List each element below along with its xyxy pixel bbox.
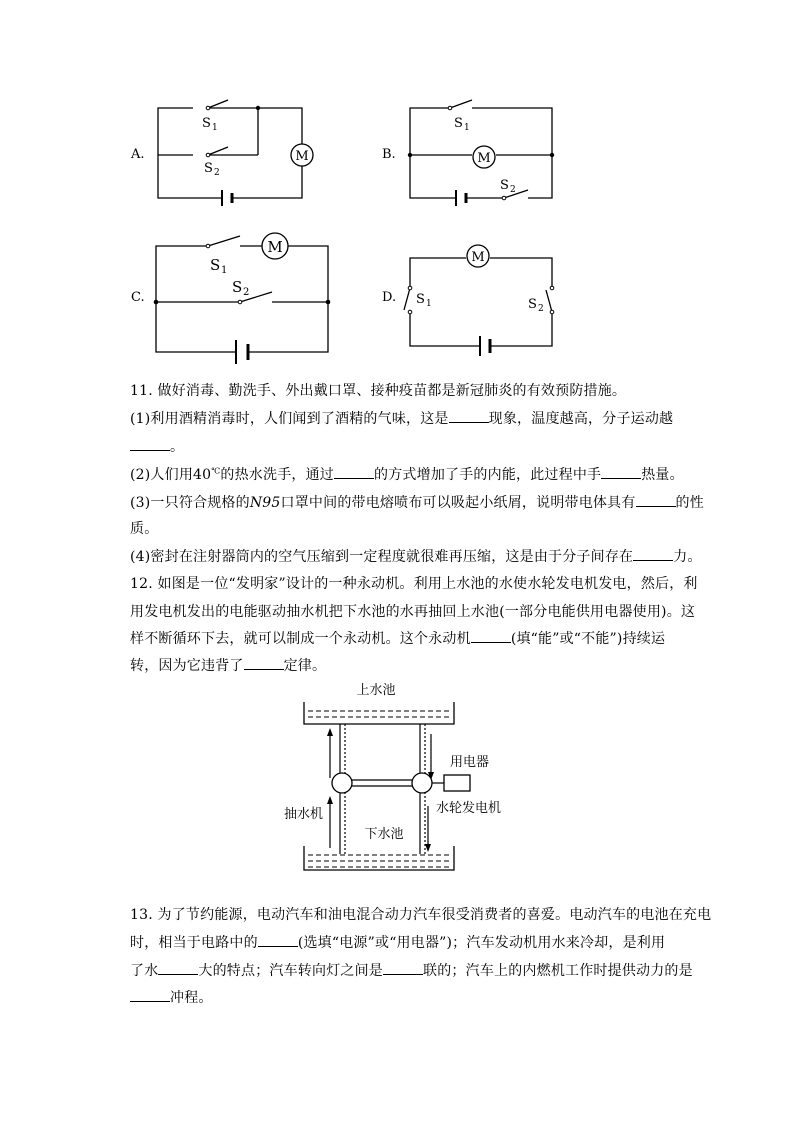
q12-line1: 12. 如图是一位“发明家”设计的一种永动机。利用上水池的水使水轮发电机发电，然后，利 (130, 576, 698, 592)
answer-blank[interactable] (471, 630, 511, 643)
answer-blank[interactable] (383, 962, 423, 975)
svg-text:S: S (454, 116, 463, 131)
answer-blank[interactable] (130, 989, 170, 1002)
answer-blank[interactable] (130, 438, 170, 451)
q13-line2: 时，相当于电路中的 (选填“电源”或“用电器”)；汽车发动机用水来冷却，是利用 (130, 935, 666, 951)
generator-icon (412, 773, 432, 793)
circuit-d (404, 240, 564, 360)
svg-text:1: 1 (426, 299, 432, 309)
q11-part3-cont: 质。 (130, 521, 159, 537)
answer-blank[interactable] (158, 962, 198, 975)
svg-text:M: M (295, 149, 309, 164)
answer-blank[interactable] (636, 494, 676, 507)
option-d-label: D. (382, 290, 397, 305)
answer-blank[interactable] (601, 466, 641, 479)
answer-blank[interactable] (244, 657, 284, 670)
svg-text:1: 1 (464, 123, 470, 133)
q13-line4: 冲程。 (130, 987, 213, 1007)
option-a-label: A. (131, 147, 145, 162)
circuit-b (404, 100, 564, 210)
svg-text:S: S (416, 292, 425, 307)
answer-blank[interactable] (633, 548, 673, 561)
answer-blank[interactable] (449, 410, 489, 423)
svg-text:1: 1 (212, 123, 218, 133)
svg-text:1: 1 (221, 265, 228, 276)
q12-line4: 转，因为它违背了 定律。 (130, 658, 327, 674)
q11-part3: (3)一只符合规格的N95口罩中间的带电熔喷布可以吸起小纸屑，说明带电体具有 的性 (130, 495, 704, 511)
lower-pool-label: 下水池 (364, 827, 404, 842)
svg-text:2: 2 (538, 304, 544, 314)
svg-text:S: S (232, 278, 243, 296)
answer-blank[interactable] (258, 934, 298, 947)
q11-part1: (1)利用酒精消毒时，人们闻到了酒精的气味，这是 现象，温度越高，分子运动越 (130, 411, 674, 427)
q12-line3: 样不断循环下去，就可以制成一个永动机。这个永动机 (填“能”或“不能”)持续运 (130, 631, 666, 647)
svg-text:2: 2 (214, 168, 220, 178)
upper-pool-label: 上水池 (356, 683, 396, 698)
q11-part1-cont: 。 (130, 436, 184, 456)
appliance-label: 用电器 (450, 755, 490, 770)
option-c-label: C. (131, 290, 145, 305)
option-b-label: B. (382, 147, 396, 162)
circuit-a (150, 100, 350, 210)
q13-line3: 了水 大的特点；汽车转向灯之间是 联的；汽车上的内燃机工作时提供动力的是 (130, 963, 693, 979)
svg-text:M: M (477, 151, 491, 166)
svg-text:M: M (471, 250, 485, 265)
q11-part2: (2)人们用40℃的热水洗手，通过 的方式增加了手的内能，此过程中手 热量。 (130, 466, 684, 483)
q13-line1: 13. 为了节约能源，电动汽车和油电混合动力汽车很受消费者的喜爱。电动汽车的电池在充电 (130, 907, 712, 923)
svg-text:2: 2 (510, 185, 516, 195)
svg-text:2: 2 (243, 287, 250, 298)
q12-line2: 用发电机发出的电能驱动抽水机把下水池的水再抽回上水池(一部分电能供用电器使用)。这 (130, 604, 696, 620)
pump-icon (332, 773, 352, 793)
appliance-icon (444, 775, 470, 791)
pump-label: 抽水机 (284, 807, 324, 822)
circuit-c (150, 230, 340, 370)
answer-blank[interactable] (334, 466, 374, 479)
svg-text:S: S (204, 161, 213, 176)
perpetual-motion-diagram (284, 678, 502, 873)
svg-text:S: S (528, 297, 537, 312)
generator-label: 水轮发电机 (436, 801, 502, 816)
svg-text:S: S (500, 178, 509, 193)
q11-part4: (4)密封在注射器筒内的空气压缩到一定程度就很难再压缩，这是由于分子间存在 力。 (130, 549, 702, 565)
svg-text:M: M (267, 238, 283, 256)
q11-intro: 11. 做好消毒、勤洗手、外出戴口罩、接种疫苗都是新冠肺炎的有效预防措施。 (130, 383, 627, 399)
svg-text:S: S (210, 256, 221, 274)
svg-text:S: S (202, 116, 211, 131)
